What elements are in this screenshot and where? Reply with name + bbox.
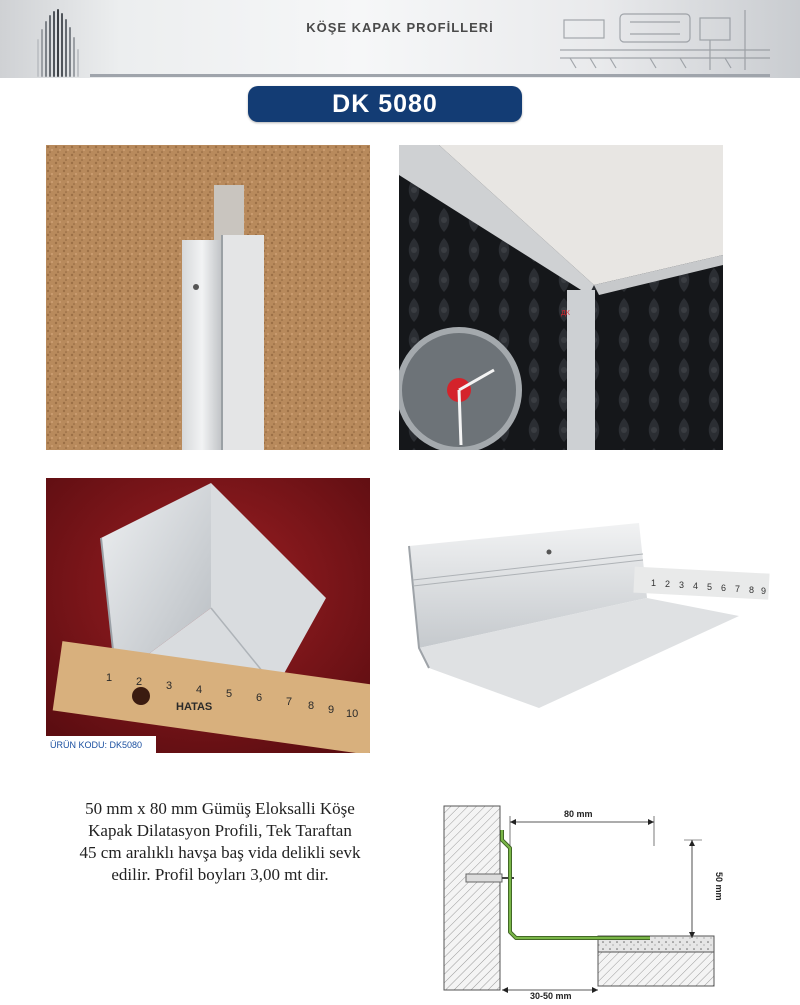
product-code: DK 5080 bbox=[332, 90, 438, 118]
photo-stucco-corner bbox=[46, 145, 370, 450]
width-dimension-label: 80 mm bbox=[564, 809, 593, 819]
ruler-number: 10 bbox=[346, 708, 359, 720]
render-ruler-number: 8 bbox=[749, 585, 755, 595]
svg-text:ДК: ДК bbox=[561, 310, 570, 317]
render-ruler-number: 5 bbox=[707, 582, 713, 592]
gap-dimension-label: 30-50 mm bbox=[530, 991, 572, 1000]
photo-profile-render bbox=[399, 518, 771, 708]
ruler-number: 2 bbox=[136, 676, 143, 688]
product-description bbox=[40, 798, 400, 886]
height-dimension-label: 50 mm bbox=[714, 872, 724, 901]
description-line: 50 mm x 80 mm Gümüş Eloksalli Köşe bbox=[85, 799, 355, 818]
render-ruler-number: 2 bbox=[665, 579, 671, 589]
ruler-number: 8 bbox=[308, 700, 315, 712]
render-ruler-number: 7 bbox=[735, 584, 741, 594]
render-ruler-number: 4 bbox=[693, 581, 699, 591]
ruler-number: 4 bbox=[196, 684, 203, 696]
page-header bbox=[0, 0, 800, 78]
wall-section bbox=[444, 806, 500, 990]
render-ruler-number: 6 bbox=[721, 583, 727, 593]
render-ruler-number: 1 bbox=[651, 578, 657, 588]
description-line: edilir. Profil boyları 3,00 mt dir. bbox=[111, 865, 329, 884]
page-title: KÖŞE KAPAK PROFİLLERİ bbox=[306, 20, 494, 35]
brand-logo bbox=[32, 6, 84, 78]
photo-profile-sample bbox=[46, 478, 370, 753]
description-line: 45 cm aralıklı havşa baş vida delikli sevk bbox=[79, 843, 361, 862]
ruler-number: 3 bbox=[166, 680, 173, 692]
ruler-number: 7 bbox=[286, 696, 293, 708]
header-divider bbox=[90, 74, 770, 77]
photo-ceiling-corner bbox=[399, 145, 723, 450]
profile-section bbox=[502, 830, 650, 938]
ruler-number: 6 bbox=[256, 692, 263, 704]
ruler-number: 5 bbox=[226, 688, 233, 700]
ruler-number: 1 bbox=[106, 672, 113, 684]
product-code-badge bbox=[248, 86, 522, 122]
product-label: ÜRÜN KODU: DK5080 bbox=[50, 740, 143, 750]
profile-sketch-decoration bbox=[560, 0, 770, 72]
render-ruler-number: 3 bbox=[679, 580, 685, 590]
render-ruler-number: 9 bbox=[761, 586, 767, 596]
ruler-brand: HATAS bbox=[176, 701, 213, 713]
ruler-number: 9 bbox=[328, 704, 335, 716]
description-line: Kapak Dilatasyon Profili, Tek Taraftan bbox=[88, 821, 352, 840]
technical-drawing bbox=[440, 800, 770, 1000]
